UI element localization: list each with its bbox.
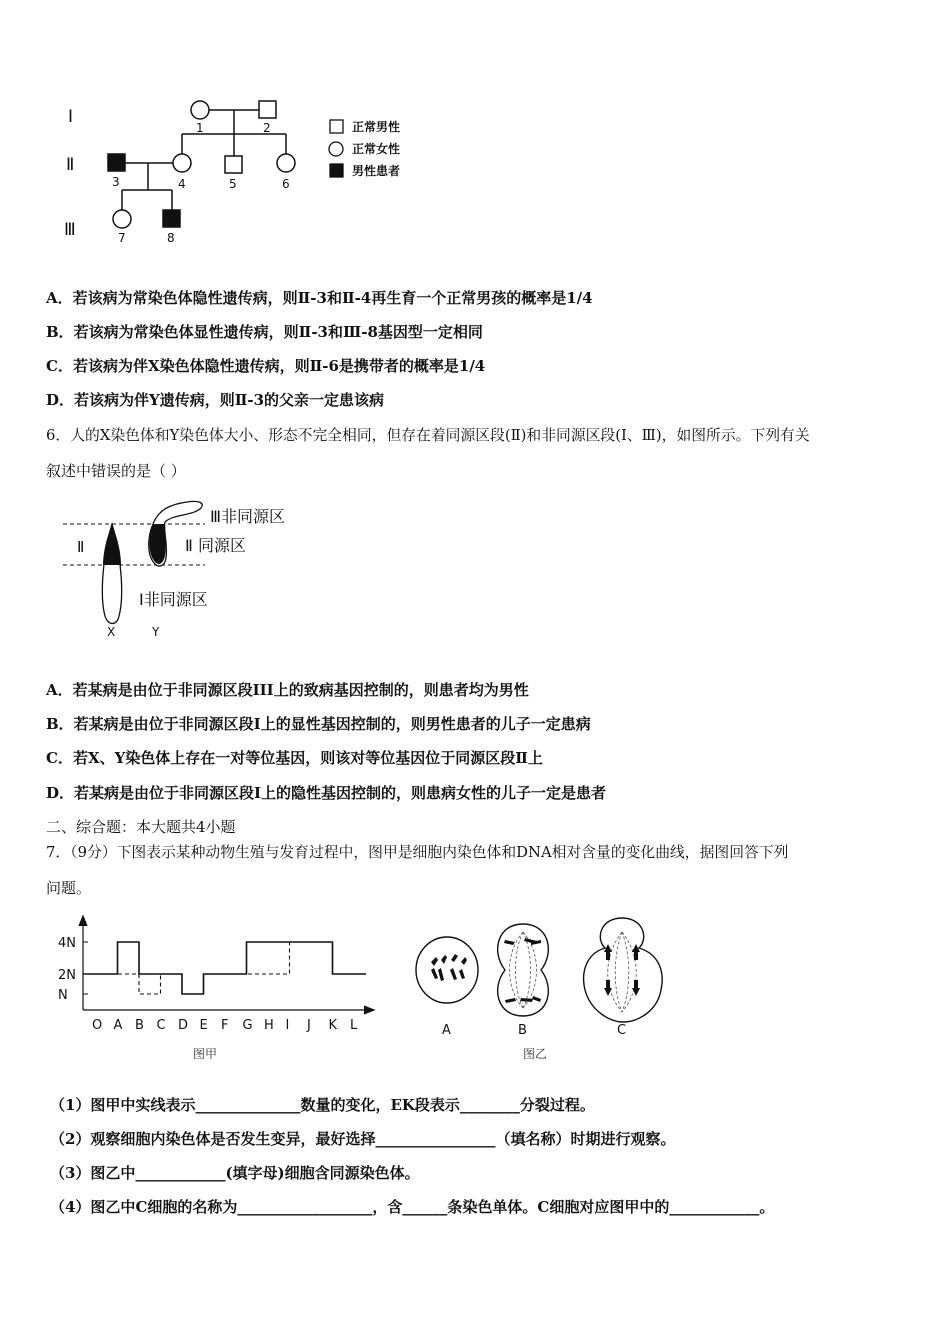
legend-normal-male-icon [330, 120, 343, 133]
individual-7-female [113, 210, 131, 228]
cell-b [498, 924, 549, 1016]
y-tick-label: 2N [58, 968, 76, 983]
legend-affected-male-icon [330, 164, 343, 177]
individual-4-female [173, 154, 191, 172]
region-label-ii: Ⅱ 同源区 [185, 536, 246, 555]
individual-number: 8 [167, 231, 175, 245]
x-label: X [107, 625, 116, 639]
individual-number: 1 [196, 121, 204, 135]
q7-sub-2: （2）观察细胞内染色体是否发生变异，最好选择________________（填名称）时期进行观察。 [50, 1130, 676, 1148]
individual-number: 7 [118, 231, 126, 245]
y-axis-arrow [79, 916, 87, 926]
individual-number: 6 [282, 177, 290, 191]
region-label-left-ii: Ⅱ [77, 538, 85, 556]
x-tick-label: C [156, 1018, 166, 1033]
y-tick-label: N [58, 988, 68, 1003]
x-tick-label: F [221, 1018, 229, 1033]
x-tick-label: L [350, 1018, 358, 1033]
individual-number: 3 [112, 175, 120, 189]
q6-option-d: D．若某病是由位于非同源区段I上的隐性基因控制的，则患病女性的儿子一定是患者 [46, 784, 607, 802]
series-line-dashed [83, 942, 366, 994]
generation-label: Ⅱ [66, 155, 75, 175]
q5-option-c: C．若该病为伴X染色体隐性遗传病，则Ⅱ-6是携带者的概率是1/4 [46, 357, 486, 375]
cell-figures [405, 912, 675, 1062]
legend-label: 男性患者 [352, 164, 401, 178]
individual-6-female [277, 154, 295, 172]
cell-a [416, 937, 478, 1003]
q7-sub-1: （1）图甲中实线表示______________数量的变化，EK段表示________分裂过程。 [50, 1096, 595, 1114]
cells-title: 图乙 [523, 1047, 548, 1061]
q6-stem: 6．人的X染色体和Y染色体大小、形态不完全相同，但存在着同源区段(Ⅱ)和非同源区段(Ⅰ、Ⅲ)，如图所示。下列有关 [46, 427, 810, 444]
xy-chromosome-figure [55, 498, 315, 646]
individual-3-affected-male [108, 154, 125, 171]
x-tick-label: H [264, 1018, 274, 1033]
x-tick-label: I [285, 1018, 290, 1033]
x-tick-label: G [242, 1018, 253, 1033]
legend-normal-female-icon [329, 142, 343, 156]
individual-2-male [259, 101, 276, 118]
q6-option-c: C．若X、Y染色体上存在一对等位基因，则该对等位基因位于同源区段Ⅱ上 [46, 749, 543, 767]
cell-label-b: B [518, 1023, 527, 1038]
y-label: Y [152, 625, 160, 639]
q5-option-a: A．若该病为常染色体隐性遗传病，则Ⅱ-3和Ⅱ-4再生育一个正常男孩的概率是1/4 [46, 289, 593, 307]
individual-number: 5 [229, 177, 237, 191]
q5-option-b: B．若该病为常染色体显性遗传病，则Ⅱ-3和Ⅲ-8基因型一定相同 [46, 323, 483, 341]
x-tick-label: E [199, 1018, 208, 1033]
x-homologous-segment [103, 524, 121, 565]
individual-8-affected-male [163, 210, 180, 227]
individual-number: 4 [178, 177, 186, 191]
x-tick-label: D [178, 1018, 189, 1033]
region-label-iii: Ⅲ非同源区 [210, 507, 286, 526]
q6-option-b: B．若某病是由位于非同源区段Ⅰ上的显性基因控制的，则男性患者的儿子一定患病 [46, 715, 591, 733]
x-tick-label: B [135, 1018, 144, 1033]
q6-option-a: A．若某病是由位于非同源区段III上的致病基因控制的，则患者均为男性 [46, 681, 529, 699]
x-tick-label: J [307, 1018, 311, 1033]
q5-option-d: D．若该病为伴Y遗传病，则Ⅱ-3的父亲一定患该病 [46, 391, 385, 409]
individual-5-male [225, 156, 242, 173]
individual-1-female [191, 101, 209, 119]
pedigree-figure [50, 90, 430, 255]
chart-title: 图甲 [193, 1047, 218, 1061]
generation-label: Ⅰ [68, 107, 74, 127]
individual-number: 2 [263, 121, 271, 135]
legend-label: 正常男性 [352, 120, 401, 134]
x-tick-label: K [328, 1018, 338, 1033]
q7-sub-4: （4）图乙中C细胞的名称为__________________，含______条染色单体。C细胞对应图甲中的____________。 [50, 1198, 775, 1216]
section-heading: 二、综合题：本大题共4小题 [46, 818, 236, 836]
region-label-i: Ⅰ非同源区 [139, 590, 208, 609]
q7-stem-cont: 问题。 [46, 879, 92, 897]
q7-sub-3: （3）图乙中____________(填字母)细胞含同源染色体。 [50, 1164, 420, 1182]
legend-label: 正常女性 [352, 142, 401, 156]
cell-label-a: A [442, 1023, 451, 1038]
y-tick-label: 4N [58, 936, 76, 951]
cell-label-c: C [617, 1023, 627, 1038]
series-line-solid [83, 942, 366, 994]
x-tick-label: O [92, 1018, 103, 1033]
x-axis-arrow [364, 1006, 374, 1014]
q6-stem-cont: 叙述中错误的是（ ） [46, 462, 186, 480]
x-tick-label: A [113, 1018, 123, 1033]
generation-label: Ⅲ [64, 220, 76, 240]
q7-stem: 7．（9分）下图表示某种动物生殖与发育过程中，图甲是细胞内染色体和DNA相对含量的变化曲线，据图回答下列 [46, 844, 789, 861]
chart-jia [50, 912, 390, 1062]
